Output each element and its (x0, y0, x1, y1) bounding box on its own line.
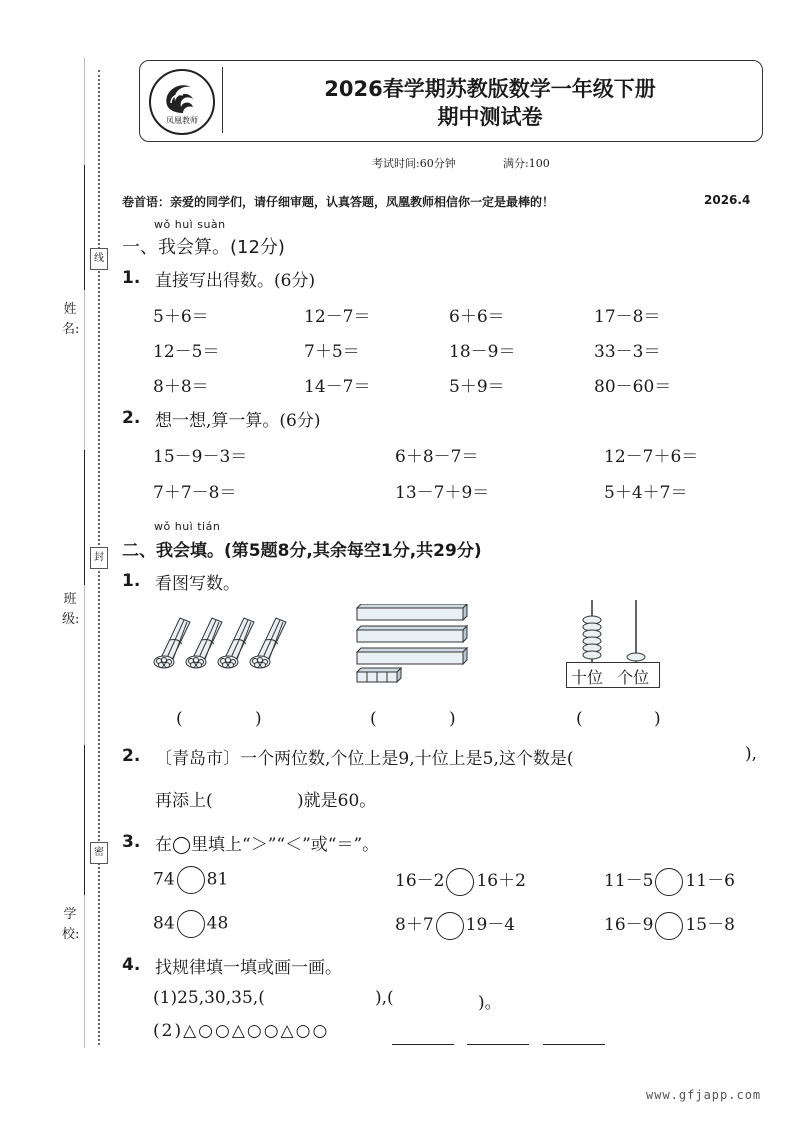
page-title: 2026春学期苏教版数学一年级下册 (324, 77, 656, 101)
motto-date: 2026.4 (704, 193, 751, 207)
school-label: 学校: (62, 907, 80, 942)
calc-item: 7＋7－8＝ (153, 483, 237, 503)
answer-paren-close: ) (654, 709, 661, 729)
s1-q2-number: 2. (122, 408, 141, 428)
calc-item: 6＋8－7＝ (395, 447, 479, 467)
answer-blank[interactable] (467, 1044, 529, 1045)
class-underline (84, 450, 85, 585)
base-ten-blocks-icon (352, 604, 472, 686)
seal-seal-char: 封 (90, 547, 108, 569)
calc-item: 15－9－3＝ (153, 447, 248, 467)
section2-pinyin: wǒ huì tián (154, 520, 221, 533)
pattern-line1: (1)25,30,35,( (153, 988, 265, 1008)
compare-circle[interactable] (436, 912, 464, 940)
s1-q1-text: 直接写出得数。(6分) (155, 271, 316, 291)
compare-item: 8＋7 19－4 (395, 910, 515, 940)
answer-paren-close: ) (255, 709, 262, 729)
calc-item: 6＋6＝ (449, 307, 505, 327)
exam-time: 考试时间:60分钟 (372, 157, 456, 170)
answer-paren-open: ( (370, 709, 377, 729)
s2-q2-line2b: )就是60。 (297, 791, 377, 811)
answer-paren-open: ( (176, 709, 183, 729)
s1-q2-text: 想一想,算一算。(6分) (155, 411, 321, 431)
section1-title: 一、我会算。(12分) (122, 237, 285, 258)
pattern-line2: (2)△○○△○○△○○ (153, 1021, 330, 1041)
calc-item: 33－3＝ (594, 342, 661, 362)
compare-circle[interactable] (446, 868, 474, 896)
compare-item: 74 81 (153, 866, 228, 894)
calc-item: 14－7＝ (304, 377, 371, 397)
answer-blank[interactable] (543, 1044, 605, 1045)
school-underline (84, 745, 85, 895)
compare-circle[interactable] (177, 866, 205, 894)
compare-item: 84 48 (153, 910, 228, 938)
s2-q4-text: 找规律填一填或画一画。 (155, 958, 342, 978)
name-underline (84, 165, 85, 290)
pattern-line1-end: )。 (478, 993, 502, 1013)
compare-item: 16－9 15－8 (604, 910, 735, 940)
calc-item: 17－8＝ (594, 307, 661, 327)
stick-bundles-icon (148, 612, 288, 674)
calc-item: 12－7＋6＝ (604, 447, 699, 467)
name-label: 姓名: (62, 302, 80, 337)
watermark: www.gfjapp.com (646, 1088, 762, 1102)
s2-q3-number: 3. (122, 832, 141, 852)
s2-q4-number: 4. (122, 955, 141, 975)
calc-item: 7＋5＝ (304, 342, 360, 362)
section2-title: 二、我会填。(第5题8分,其余每空1分,共29分) (122, 541, 482, 561)
s2-q1-number: 1. (122, 571, 141, 591)
calc-item: 80－60＝ (594, 377, 672, 397)
seal-secret-char: 密 (90, 842, 108, 864)
section1-pinyin: wǒ huì suàn (154, 218, 226, 231)
calc-item: 8＋8＝ (153, 377, 209, 397)
answer-paren-open: ( (576, 709, 583, 729)
tens-label: 十位 (571, 668, 604, 687)
calc-item: 5＋6＝ (153, 307, 209, 327)
calc-item: 12－5＝ (153, 342, 220, 362)
answer-blank[interactable] (392, 1044, 454, 1045)
compare-item: 11－5 11－6 (604, 866, 735, 896)
s2-q2-line1: 〔青岛市〕一个两位数,个位上是9,十位上是5,这个数是( (155, 749, 574, 769)
calc-item: 18－9＝ (449, 342, 516, 362)
compare-circle[interactable] (177, 910, 205, 938)
s2-q1-text: 看图写数。 (155, 574, 240, 594)
logo-area (146, 67, 223, 133)
phoenix-logo-icon (149, 69, 215, 135)
class-label: 班级: (62, 592, 80, 627)
calc-item: 5＋9＝ (449, 377, 505, 397)
compare-circle[interactable] (655, 868, 683, 896)
s2-q2-number: 2. (122, 746, 141, 766)
logo-text: 凤凰教师 (166, 116, 198, 125)
abacus-icon (566, 598, 662, 664)
full-score: 满分:100 (503, 157, 550, 170)
seal-line-char: 线 (90, 248, 108, 270)
calc-item: 12－7＝ (304, 307, 371, 327)
abacus-place-labels (566, 662, 660, 688)
title-box (139, 60, 763, 142)
answer-paren-close: ) (449, 709, 456, 729)
s1-q1-number: 1. (122, 268, 141, 288)
calc-item: 5＋4＋7＝ (604, 483, 688, 503)
s2-q3-text: 在◯里填上“＞”“＜”或“＝”。 (155, 835, 380, 855)
calc-item: 13－7＋9＝ (395, 483, 490, 503)
pattern-line1-mid: ),( (375, 988, 394, 1008)
compare-item: 16－2 16＋2 (395, 866, 526, 896)
motto-text: 卷首语：亲爱的同学们，请仔细审题，认真答题，凤凰教师相信你一定是最棒的！ (122, 195, 555, 209)
s2-q2-line2a: 再添上( (155, 791, 213, 811)
page-subtitle: 期中测试卷 (437, 105, 543, 129)
compare-circle[interactable] (655, 912, 683, 940)
s2-q2-line1-end: ), (745, 744, 758, 764)
ones-label: 个位 (617, 668, 650, 687)
